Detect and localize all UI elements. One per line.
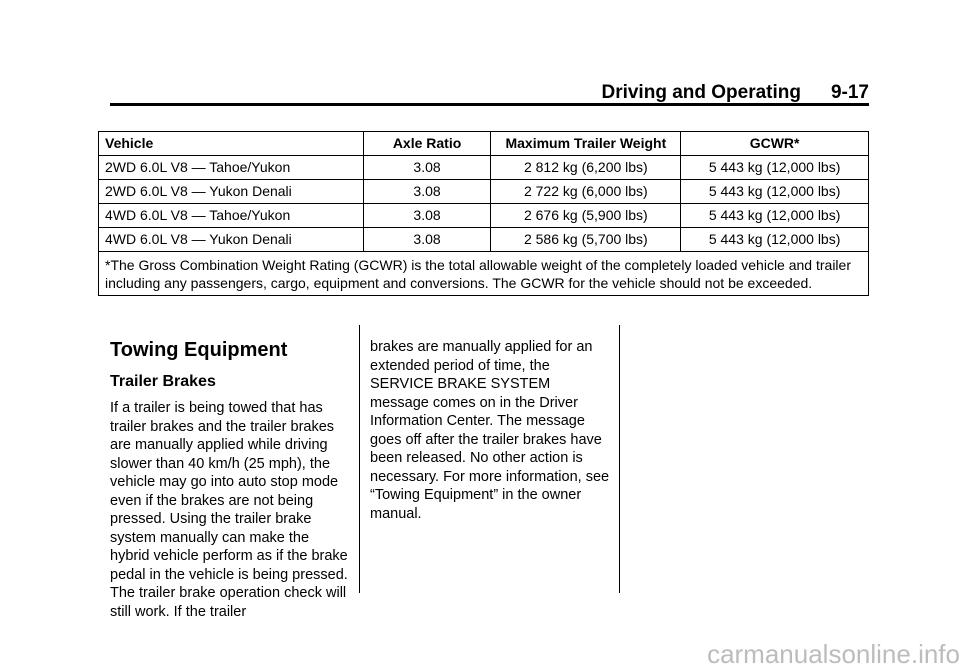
cell-vehicle: 2WD 6.0L V8 — Yukon Denali [99,180,364,204]
subsection-title: Trailer Brakes [110,373,216,390]
header-axle-ratio: Axle Ratio [363,132,491,156]
page-header [585,82,869,104]
cell-vehicle: 4WD 6.0L V8 — Yukon Denali [99,228,364,252]
header-vehicle: Vehicle [99,132,364,156]
page-number: 9-17 [830,82,869,103]
header-gcwr: GCWR* [681,132,869,156]
table-row [99,228,869,252]
cell-max-trailer-weight: 2 676 kg (5,900 lbs) [491,204,681,228]
cell-gcwr: 5 443 kg (12,000 lbs) [681,228,869,252]
cell-max-trailer-weight: 2 586 kg (5,700 lbs) [491,228,681,252]
body-paragraph: brakes are manually applied for an extended period of time, the SERVICE BRAKE SYSTEM message comes on in the Driver Information Center. The message goes off after the trailer brakes have been released. No other action is necessary. For more information, see “Towing Equipment” in the owner manual. [370,339,610,522]
header-rule [110,103,869,106]
cell-max-trailer-weight: 2 812 kg (6,200 lbs) [491,156,681,180]
trailer-weight-table [98,131,869,296]
cell-axle-ratio: 3.08 [363,180,491,204]
cell-axle-ratio: 3.08 [363,228,491,252]
section-title: Towing Equipment [110,339,288,361]
cell-max-trailer-weight: 2 722 kg (6,000 lbs) [491,180,681,204]
cell-gcwr: 5 443 kg (12,000 lbs) [681,156,869,180]
table-header-row [99,132,869,156]
left-column [110,338,350,621]
table-row [99,180,869,204]
column-divider [359,325,360,593]
header-max-trailer-weight: Maximum Trailer Weight [491,132,681,156]
body-paragraph: If a trailer is being towed that has trailer brakes and the trailer brakes are manually applied while driving slower than 40 km/h (25 mph), the vehicle may go into auto stop mode even if the brakes are not being pressed. Using the trailer brake system manually can make the hybrid vehicle perform as if the brake pedal in the vehicle is being pressed. The trailer brake operation check will still work. If the trailer [110,400,348,620]
column-divider [619,325,620,593]
table-footnote-row [99,252,869,296]
table-row [99,204,869,228]
gcwr-footnote: *The Gross Combination Weight Rating (GCWR) is the total allowable weight of the completely loaded vehicle and trailer including any passengers, cargo, equipment and conversions. The GCWR for the vehicle should not be exceeded. [99,252,869,296]
watermark: carmanualsonline.info [707,639,960,669]
table-row [99,156,869,180]
cell-vehicle: 4WD 6.0L V8 — Tahoe/Yukon [99,204,364,228]
cell-gcwr: 5 443 kg (12,000 lbs) [681,204,869,228]
cell-vehicle: 2WD 6.0L V8 — Tahoe/Yukon [99,156,364,180]
cell-gcwr: 5 443 kg (12,000 lbs) [681,180,869,204]
cell-axle-ratio: 3.08 [363,204,491,228]
cell-axle-ratio: 3.08 [363,156,491,180]
section-heading: Driving and Operating [601,82,801,103]
middle-column [370,338,610,523]
